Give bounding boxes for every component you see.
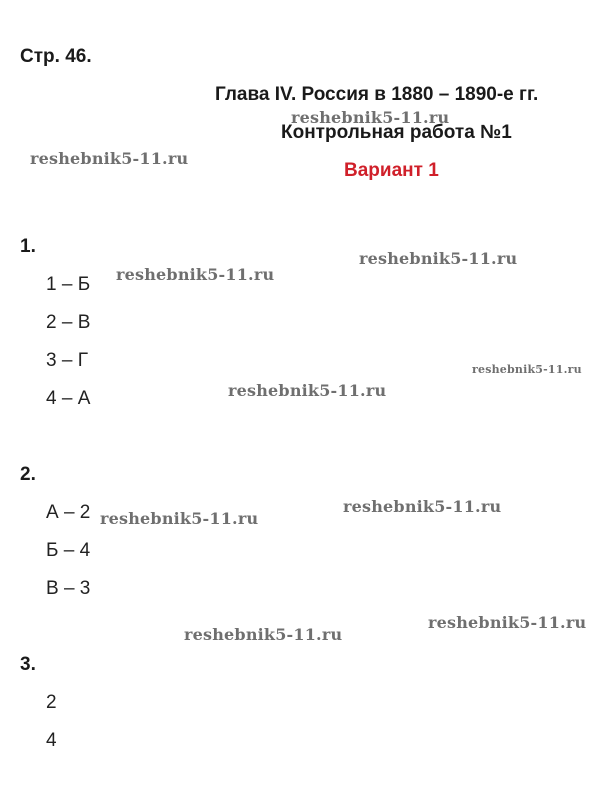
watermark: reshebnik5-11.ru (30, 149, 189, 168)
watermark: reshebnik5-11.ru (184, 625, 343, 644)
watermark: reshebnik5-11.ru (428, 613, 587, 632)
question-1-answer-4: 4 – А (46, 388, 91, 409)
watermark: reshebnik5-11.ru (343, 497, 502, 516)
question-1-answer-2: 2 – В (46, 312, 91, 333)
question-3-answer-1: 2 (46, 692, 57, 713)
question-2-answer-3: В – 3 (46, 578, 91, 599)
watermark: reshebnik5-11.ru (100, 509, 259, 528)
watermark: reshebnik5-11.ru (472, 363, 582, 376)
question-3-number: 3. (20, 654, 36, 675)
watermark: reshebnik5-11.ru (291, 108, 450, 127)
variant-title: Вариант 1 (344, 160, 439, 181)
watermark: reshebnik5-11.ru (359, 249, 518, 268)
question-3-answer-2: 4 (46, 730, 57, 751)
question-1-answer-1: 1 – Б (46, 274, 91, 295)
chapter-title: Глава IV. Россия в 1880 – 1890-е гг. (215, 84, 539, 105)
watermark: reshebnik5-11.ru (228, 381, 387, 400)
page-reference: Стр. 46. (20, 46, 92, 67)
question-2-answer-2: Б – 4 (46, 540, 91, 561)
watermark: reshebnik5-11.ru (116, 265, 275, 284)
question-2-answer-1: А – 2 (46, 502, 91, 523)
question-1-number: 1. (20, 236, 36, 257)
question-2-number: 2. (20, 464, 36, 485)
question-1-answer-3: 3 – Г (46, 350, 88, 371)
work-title: Контрольная работа №1 (281, 122, 512, 143)
